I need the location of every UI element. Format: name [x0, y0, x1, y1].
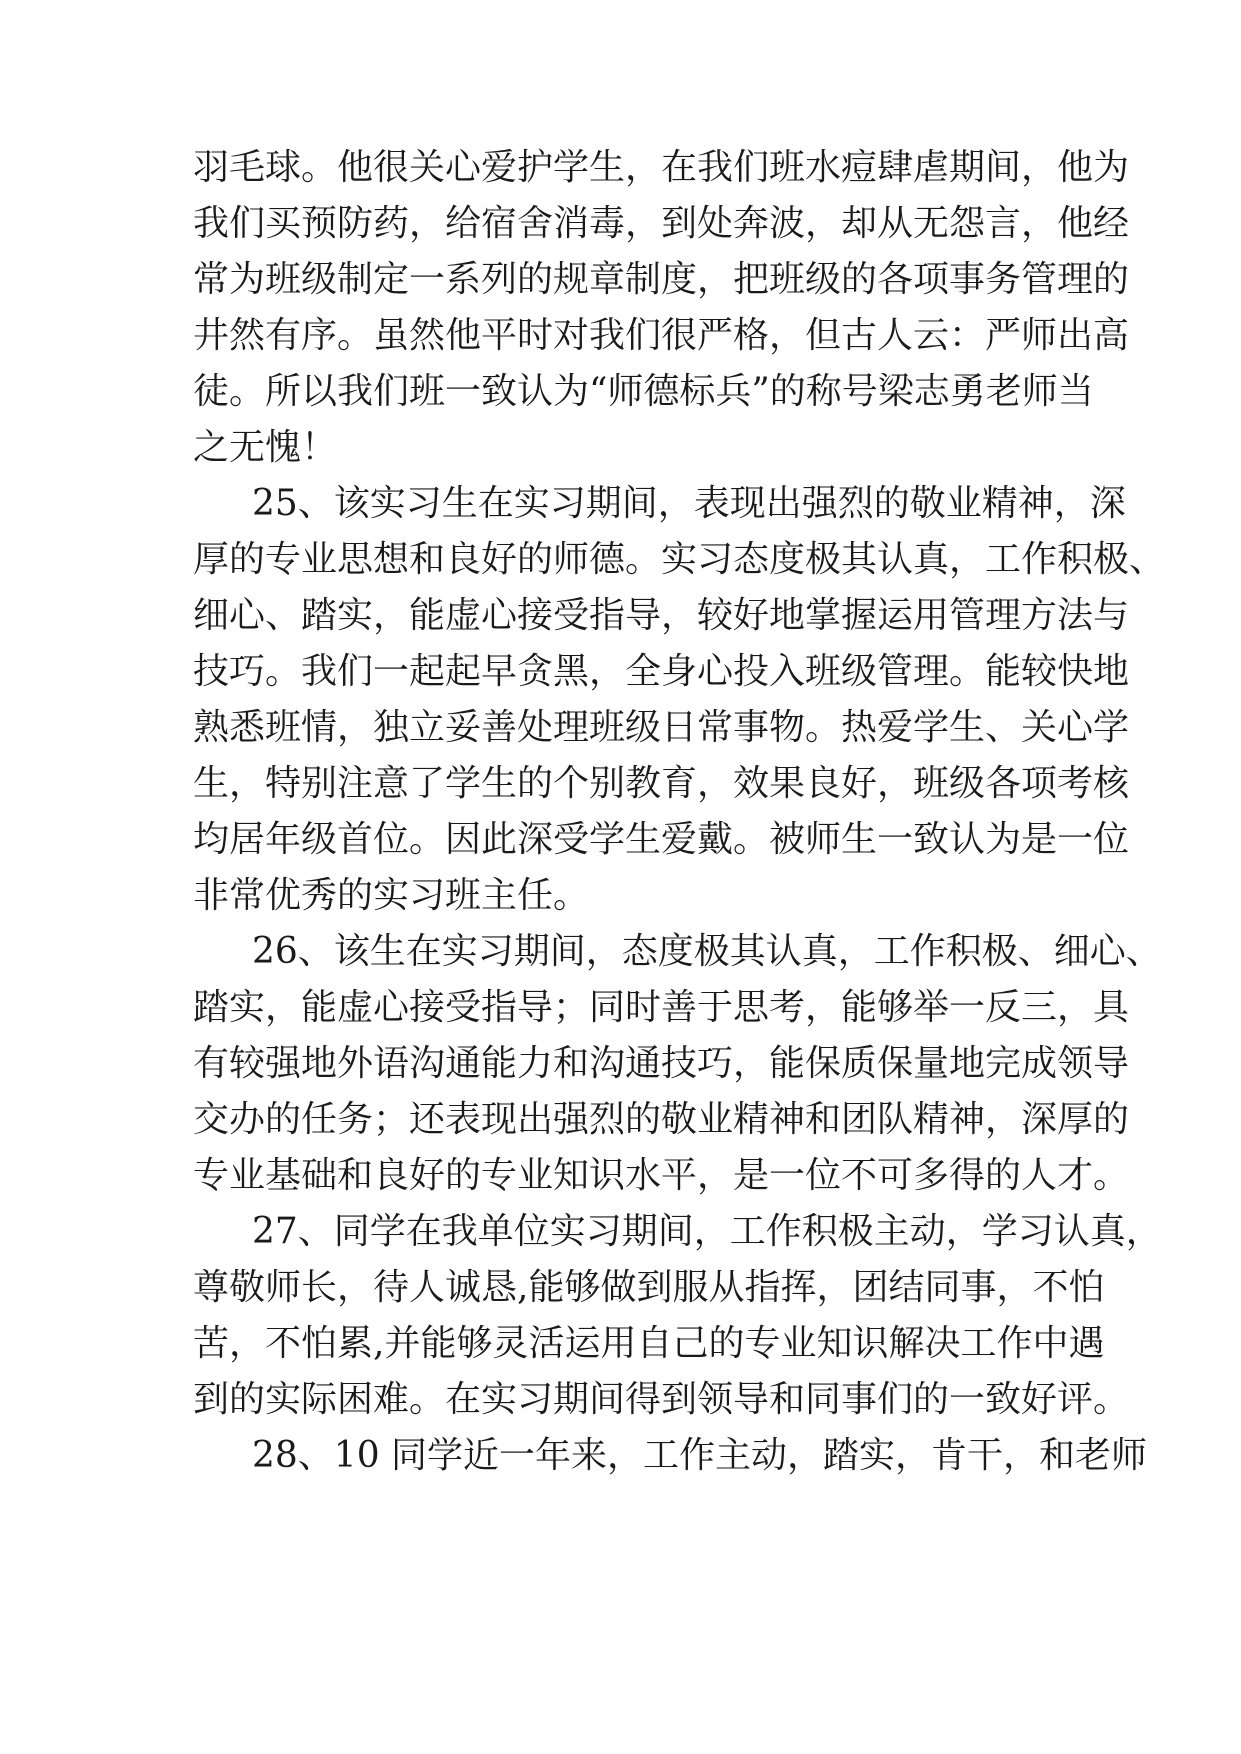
paragraph-start-line: 25、该实习生在实习期间，表现出强烈的敬业精神，深 [252, 483, 1126, 524]
text-line: 到的实际困难。在实习期间得到领导和同事们的一致好评。 [193, 1379, 1130, 1420]
text-line: 羽毛球。他很关心爱护学生，在我们班水痘肆虐期间，他为 [193, 147, 1130, 188]
text-line: 有较强地外语沟通能力和沟通技巧，能保质保量地完成领导 [193, 1043, 1130, 1084]
text-line: 苦，不怕累,并能够灵活运用自己的专业知识解决工作中遇 [193, 1323, 1105, 1364]
text-line: 专业基础和良好的专业知识水平，是一位不可多得的人才。 [193, 1155, 1130, 1196]
text-line: 非常优秀的实习班主任。 [193, 875, 590, 916]
text-line: 厚的专业思想和良好的师德。实习态度极其认真，工作积极、 [193, 539, 1166, 580]
text-line: 均居年级首位。因此深受学生爱戴。被师生一致认为是一位 [193, 819, 1130, 860]
text-line: 常为班级制定一系列的规章制度，把班级的各项事务管理的 [193, 259, 1130, 300]
text-line: 尊敬师长，待人诚恳,能够做到服从指挥，团结同事，不怕 [193, 1267, 1105, 1308]
text-line: 我们买预防药，给宿舍消毒，到处奔波，却从无怨言，他经 [193, 203, 1130, 244]
text-line: 之无愧！ [193, 427, 338, 468]
text-line: 徒。所以我们班一致认为“师德标兵”的称号梁志勇老师当 [193, 371, 1094, 412]
text-line: 踏实，能虚心接受指导；同时善于思考，能够举一反三，具 [193, 987, 1130, 1028]
text-line: 细心、踏实，能虚心接受指导，较好地掌握运用管理方法与 [193, 595, 1130, 636]
text-line: 生，特别注意了学生的个别教育，效果良好，班级各项考核 [193, 763, 1130, 804]
text-line: 井然有序。虽然他平时对我们很严格，但古人云：严师出高 [193, 315, 1130, 356]
text-line: 技巧。我们一起起早贪黑，全身心投入班级管理。能较快地 [193, 651, 1130, 692]
paragraph-start-line: 27、同学在我单位实习期间，工作积极主动，学习认真， [252, 1211, 1162, 1252]
paragraph-start-line: 28、10 同学近一年来，工作主动，踏实，肯干，和老师 [252, 1435, 1148, 1476]
text-line: 交办的任务；还表现出强烈的敬业精神和团队精神，深厚的 [193, 1099, 1130, 1140]
paragraph-start-line: 26、该生在实习期间，态度极其认真，工作积极、细心、 [252, 931, 1162, 972]
text-line: 熟悉班情，独立妥善处理班级日常事物。热爱学生、关心学 [193, 707, 1130, 748]
